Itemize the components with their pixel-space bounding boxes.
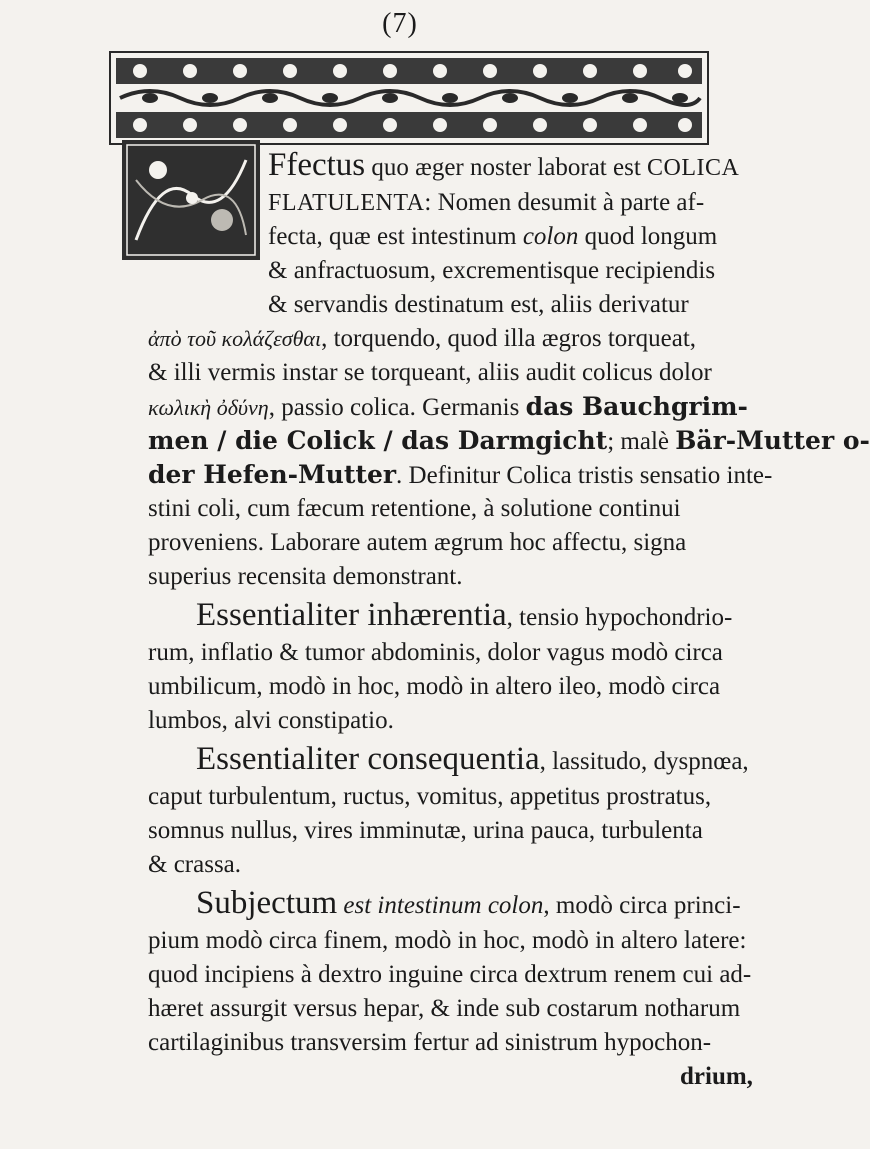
text-span: & servandis destinatum est, aliis derivatur	[268, 291, 689, 318]
text-line	[148, 960, 751, 990]
text-span: fecta, quæ est intestinum	[268, 223, 523, 250]
text-line	[148, 562, 463, 592]
text-line	[148, 850, 241, 880]
text-span: , tensio hypochondrio-	[506, 604, 733, 631]
text-line	[196, 741, 749, 777]
text-span: ἀπὸ τοῦ κολάζεσθαι	[148, 326, 322, 351]
text-line	[148, 528, 686, 558]
text-span: Bär-Mutter o-	[675, 426, 870, 455]
text-line	[148, 672, 720, 702]
text-span: COLICA	[647, 155, 740, 181]
text-line	[148, 782, 711, 812]
text-line	[148, 816, 703, 846]
text-span: . Definitur Colica tristis sensatio inte-	[396, 462, 773, 489]
text-span: umbilicum, modò in hoc, modò in altero ileo, modò circa	[148, 673, 721, 700]
text-line	[148, 494, 681, 524]
text-span: : Nomen desumit à parte af-	[424, 189, 705, 216]
text-span: hæret assurgit versus hepar, & inde sub costarum notharum	[148, 995, 741, 1022]
text-span: rum, inflatio & tumor abdominis, dolor vagus modò circa	[148, 639, 723, 666]
text-span: , lassitudo, dyspnœa,	[539, 748, 749, 775]
page-number: (7)	[382, 8, 418, 39]
text-span: der Hefen-Mutter	[148, 460, 397, 489]
text-line	[196, 597, 733, 633]
text-span: , modò circa princi-	[543, 892, 741, 919]
text-span: , torquendo, quod illa ægros torqueat,	[321, 325, 697, 352]
text-span: & crassa.	[148, 851, 242, 878]
catchword: drium,	[680, 1063, 753, 1090]
text-span: κωλικὴ ὀδύνη	[148, 395, 269, 420]
text-span: somnus nullus, vires imminutæ, urina pauca, turbulenta	[148, 817, 703, 844]
text-span: & anfractuosum, excrementisque recipiendis	[268, 257, 716, 284]
text-span: quod longum	[578, 223, 718, 250]
text-line	[148, 926, 746, 956]
text-line	[148, 994, 740, 1024]
text-line	[268, 188, 704, 218]
text-line	[148, 1028, 711, 1058]
text-line	[148, 324, 696, 354]
text-span: Essentialiter consequentia	[196, 741, 540, 777]
text-line	[268, 147, 740, 183]
text-span: quo æger noster laborat est	[365, 154, 648, 181]
text-span: superius recensita demonstrant.	[148, 563, 463, 590]
text-span: Ffectus	[268, 147, 366, 183]
floral-headpiece-ornament-icon	[110, 52, 708, 144]
text-span: das Bauchgrim-	[525, 392, 748, 421]
text-span: FLATULENTA	[268, 190, 425, 216]
text-span: est intestinum colon	[337, 892, 544, 919]
text-line	[148, 638, 723, 668]
text-span: lumbos, alvi constipatio.	[148, 707, 394, 734]
text-span: & illi vermis instar se torqueant, aliis audit colicus dolor	[148, 359, 712, 386]
text-line	[148, 460, 772, 491]
text-line	[268, 290, 689, 320]
text-line	[268, 256, 715, 286]
text-span: Essentialiter inhærentia	[196, 597, 507, 633]
text-span: colon	[522, 223, 579, 250]
text-line	[196, 885, 741, 921]
text-span: Subjectum	[196, 885, 338, 921]
text-span: men / die Colick / das Darmgicht	[148, 426, 608, 455]
text-span: pium modò circa finem, modò in hoc, modò in altero latere:	[148, 927, 747, 954]
text-line	[148, 392, 748, 423]
text-span: ; malè	[607, 428, 676, 455]
body-text	[0, 147, 870, 1140]
text-span: stini coli, cum fæcum retentione, à solutione continui	[148, 495, 681, 522]
text-span: , passio colica. Germanis	[268, 394, 526, 421]
text-span: quod incipiens à dextro inguine circa dextrum renem cui ad-	[148, 961, 752, 988]
text-line	[148, 706, 394, 736]
text-line	[268, 222, 717, 252]
text-span: proveniens. Laborare autem ægrum hoc affectu, signa	[148, 529, 687, 556]
text-line	[148, 426, 870, 457]
text-span: cartilaginibus transversim fertur ad sinistrum hypochon-	[148, 1029, 712, 1056]
text-span: caput turbulentum, ructus, vomitus, appetitus prostratus,	[148, 783, 712, 810]
text-line	[148, 358, 712, 388]
